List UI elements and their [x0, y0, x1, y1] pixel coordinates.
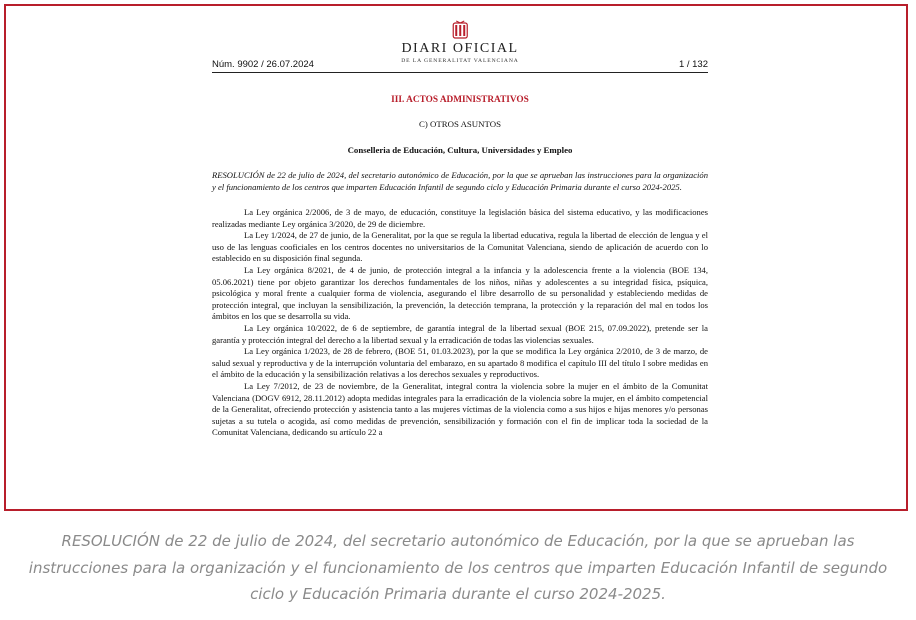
resolution-title: RESOLUCIÓN de 22 de julio de 2024, del secretario autonómico de Educación, por la que se aprueban las instrucciones para la organización y el funcionamiento de los centros que imparten Educación Infantil de segundo ciclo y Educación Primaria durante el curso 2024-2025.	[212, 170, 708, 192]
image-caption: RESOLUCIÓN de 22 de julio de 2024, del secretario autonómico de Educación, por la que se aprueban las instrucciones para la organización y el funcionamiento de los centros que imparten Educación Infantil de segundo ciclo y Educación Primaria durante el curso 2024-2025.	[28, 532, 888, 603]
journal-subtitle: DE LA GENERALITAT VALENCIANA	[401, 58, 519, 64]
department-heading: Conselleria de Educación, Cultura, Universidades y Empleo	[347, 145, 573, 155]
body-paragraph: La Ley orgánica 8/2021, de 4 de junio, de protección integral a la infancia y la adolescencia frente a la violencia (BOE 134, 05.06.2021) tiene por objeto garantizar los derechos fundamentales de los niños, niñas y adolescentes a su integridad física, psíquica, psicológica y moral frente a cualquier forma de violencia, asegurando el libre desarrollo de su personalidad y estableciendo medidas de protección integral, que incluyan la sensibilización, la prevención, la detección temprana, la protección y la reparación del mal en todos los ámbitos en los que se desarrolla su vida.	[212, 264, 708, 322]
body-paragraph: La Ley orgánica 1/2023, de 28 de febrero, (BOE 51, 01.03.2023), por la que se modifica la Ley orgánica 2/2010, de 3 de marzo, de salud sexual y reproductiva y de la interrupción voluntaria del embarazo, en su apartado 8 modifica el capítulo III del título I sobre medidas en el ámbito de la educación y la sensibilización relativas a los derechos sexuales y reproductivos.	[212, 346, 708, 380]
document-image-frame	[4, 4, 908, 511]
body-paragraph: La Ley orgánica 10/2022, de 6 de septiembre, de garantía integral de la libertad sexual (BOE 215, 07.09.2022), pretende ser la garantía y protección integral del derecho a la libertad sexual y la erradicación de todas las violencias sexuales.	[212, 322, 708, 345]
section-heading: III. ACTOS ADMINISTRATIVOS	[391, 95, 529, 105]
subsection-heading: C) OTROS ASUNTOS	[419, 119, 501, 129]
body-paragraph: La Ley 7/2012, de 23 de noviembre, de la Generalitat, integral contra la violencia sobre la mujer en el ámbito de la Comunitat Valenciana (DOGV 6912, 28.11.2012) adopta medidas integrales para la erradicación de la violencia sobre la mujer, en el ámbito competencial de la Generalitat, ofreciendo protección y asistencia tanto a las mujeres víctimas de la violencia como a sus hijos e hijas menores y/o personas sujetas a su tutela o acogida, así como medidas de prevención, sensibilización y formación con el fin de implicar toda la sociedad de la Comunitat Valenciana, dedicando su artículo 22 a	[212, 380, 708, 438]
generalitat-valenciana-emblem-icon	[450, 20, 470, 40]
page-indicator: 1 / 132	[678, 59, 708, 70]
body-paragraph: La Ley 1/2024, de 27 de junio, de la Generalitat, por la que se regula la libertad educativa, regula la libertad de elección de lengua y el uso de las lenguas cooficiales en los centros docentes no universitarios de la Comunitat Valenciana, siendo de aplicación de acuerdo con lo establecido en su disposición final segunda.	[212, 230, 708, 264]
issue-number: Núm. 9902 / 26.07.2024	[212, 59, 314, 70]
document-page	[212, 6, 708, 439]
journal-header	[212, 6, 708, 74]
journal-logo	[401, 20, 519, 64]
body-paragraph: La Ley orgánica 2/2006, de 3 de mayo, de educación, constituye la legislación básica del sistema educativo, y las modificaciones realizadas mediante Ley orgánica 3/2020, de 29 de diciembre.	[212, 207, 708, 229]
journal-title: DIARI OFICIAL	[401, 41, 519, 56]
header-divider	[212, 72, 708, 73]
document-body	[212, 207, 708, 439]
